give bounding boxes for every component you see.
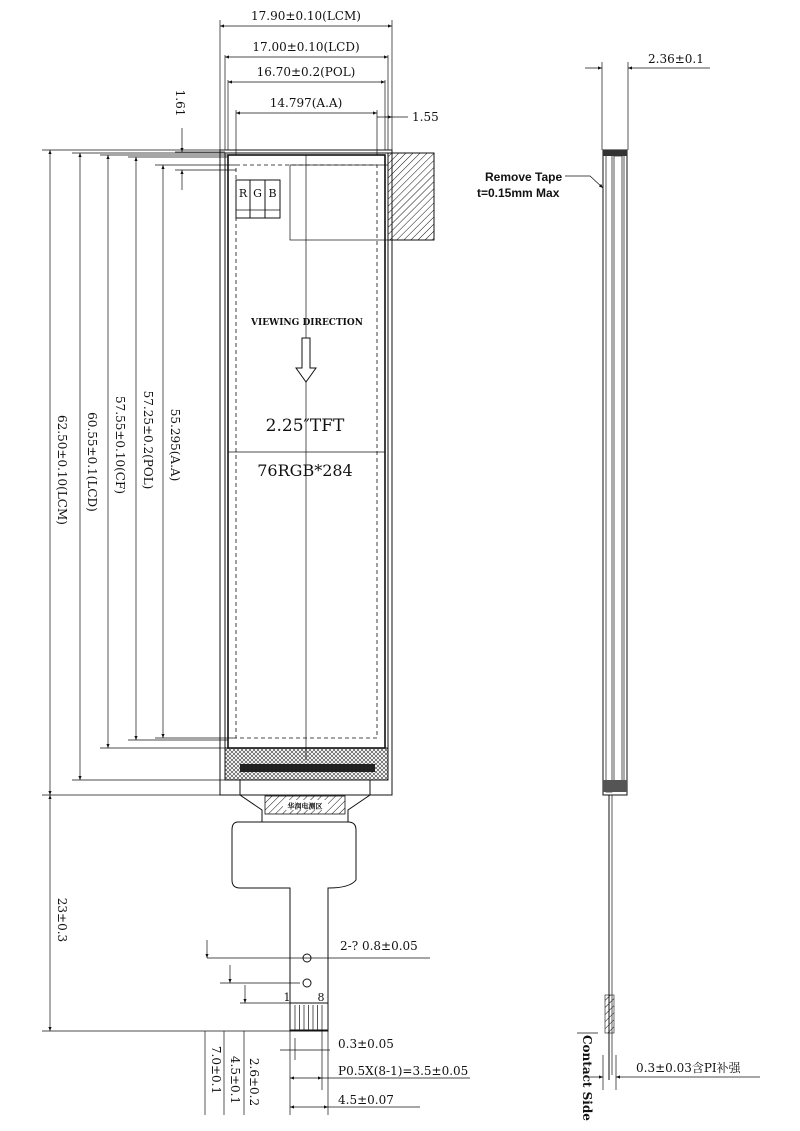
fpc-label: 华润电测区 bbox=[287, 801, 323, 811]
contact-fingers bbox=[290, 1003, 328, 1031]
remove-tape-line2: t=0.15mm Max bbox=[477, 186, 560, 200]
dim-pol-height: 57.25±0.2(POL) bbox=[141, 390, 155, 490]
dim-fpc-length: 23±0.3 bbox=[55, 897, 69, 943]
dim-left-offset: 1.61 bbox=[173, 89, 187, 117]
dim-pol-width: 16.70±0.2(POL) bbox=[256, 65, 356, 79]
dim-pin-width: 0.3±0.05 bbox=[338, 1037, 394, 1051]
tft-size: 2.25″TFT bbox=[265, 416, 345, 436]
dim-aa-width: 14.797(A.A) bbox=[269, 96, 343, 110]
rgb-g: G bbox=[253, 187, 262, 200]
stiffener-block bbox=[605, 995, 614, 1033]
viewing-direction: VIEWING DIRECTION bbox=[251, 318, 363, 328]
dim-hole: 2-? 0.8±0.05 bbox=[340, 939, 418, 953]
remove-tape-line1: Remove Tape bbox=[485, 170, 563, 184]
dim-aa-height: 55.295(A.A) bbox=[168, 408, 182, 482]
rgb-b: B bbox=[268, 187, 277, 200]
ic-strip bbox=[240, 764, 375, 772]
dim-bottom-b: 4.5±0.1 bbox=[228, 1055, 242, 1105]
pol-outline bbox=[228, 155, 385, 748]
dim-right-offset: 1.55 bbox=[412, 110, 439, 124]
viewing-arrow bbox=[296, 338, 316, 382]
dim-cf-height: 57.55±0.10(CF) bbox=[113, 396, 127, 494]
side-bottom-cap bbox=[603, 780, 627, 792]
fpc bbox=[42, 780, 470, 1115]
side-top-cap bbox=[603, 150, 627, 156]
dim-thickness: 2.36±0.1 bbox=[648, 52, 704, 66]
dim-lcm-width: 17.90±0.10(LCM) bbox=[251, 9, 361, 23]
resolution: 76RGB*284 bbox=[257, 461, 353, 480]
dim-lcd-height: 60.55±0.1(LCD) bbox=[85, 412, 99, 512]
hatched-tab bbox=[388, 153, 434, 240]
active-area bbox=[236, 165, 377, 738]
rgb-pixel-diagram bbox=[236, 180, 280, 218]
side-view bbox=[477, 52, 760, 1121]
dim-contact-width: 4.5±0.07 bbox=[338, 1093, 394, 1107]
dim-lcd-width: 17.00±0.10(LCD) bbox=[252, 40, 360, 54]
contact-side: Contact Side bbox=[580, 1035, 594, 1121]
dim-stiffener: 0.3±0.03含PI补强 bbox=[636, 1061, 741, 1075]
rgb-r: R bbox=[238, 187, 248, 200]
front-view bbox=[42, 9, 439, 795]
dim-bottom-a: 7.0±0.1 bbox=[209, 1045, 223, 1095]
dim-lcm-height: 62.50±0.10(LCM) bbox=[55, 415, 69, 525]
pin-last: 8 bbox=[317, 991, 325, 1004]
dim-bottom-c: 2.6±0.2 bbox=[247, 1057, 261, 1107]
pin-first: 1 bbox=[283, 991, 291, 1004]
dim-pitch: P0.5X(8-1)=3.5±0.05 bbox=[338, 1064, 469, 1078]
